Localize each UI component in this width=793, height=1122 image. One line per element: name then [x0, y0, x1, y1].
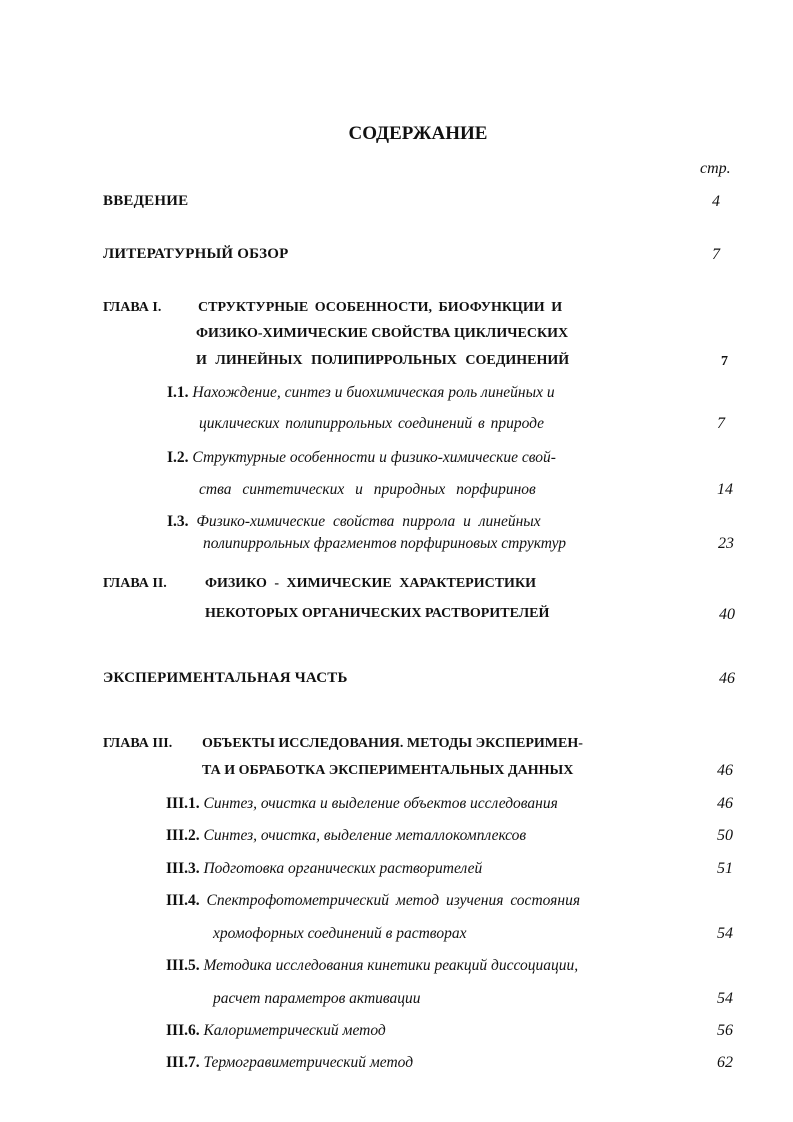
toc-item-1-2-line2[interactable]: ства синтетических и природных порфиринов — [199, 481, 536, 498]
toc-item-1-1-page: 7 — [717, 415, 725, 432]
toc-item-3-1-page: 46 — [717, 795, 733, 812]
chapter-2-title-line1[interactable]: ФИЗИКО - ХИМИЧЕСКИЕ ХАРАКТЕРИСТИКИ — [205, 576, 536, 591]
toc-item-3-4[interactable]: III.4. Спектрофотометрический метод изучения состояния — [166, 892, 581, 909]
toc-item-3-5-page: 54 — [717, 990, 733, 1007]
toc-item-3-6[interactable]: III.6. Калориметрический метод — [166, 1022, 386, 1039]
chapter-3-title-line1[interactable]: ОБЪЕКТЫ ИССЛЕДОВАНИЯ. МЕТОДЫ ЭКСПЕРИМЕН- — [202, 736, 583, 751]
chapter-1-number: ГЛАВА I. — [103, 300, 162, 315]
toc-item-1-2[interactable]: I.2. Структурные особенности и физико-химические свой- — [167, 449, 556, 466]
toc-item-3-5-line2[interactable]: расчет параметров активации — [213, 990, 421, 1007]
toc-item-3-1[interactable]: III.1. Синтез, очистка и выделение объектов исследования — [166, 795, 558, 812]
chapter-1-page: 7 — [721, 354, 728, 369]
toc-intro-page: 4 — [712, 193, 720, 210]
chapter-1-title-line3[interactable]: И ЛИНЕЙНЫХ ПОЛИПИРРОЛЬНЫХ СОЕДИНЕНИЙ — [196, 353, 570, 368]
toc-item-3-3[interactable]: III.3. Подготовка органических растворителей — [166, 860, 483, 877]
toc-item-1-3-line2[interactable]: полипиррольных фрагментов порфириновых структур — [203, 535, 567, 552]
toc-item-3-2[interactable]: III.2. Синтез, очистка, выделение металлокомплексов — [166, 827, 527, 844]
toc-item-3-2-page: 50 — [717, 827, 733, 844]
page-column-label: стр. — [700, 160, 731, 177]
chapter-2-number: ГЛАВА II. — [103, 576, 167, 591]
chapter-1-title-line1[interactable]: СТРУКТУРНЫЕ ОСОБЕННОСТИ, БИОФУНКЦИИ И — [198, 300, 563, 315]
toc-item-3-7-page: 62 — [717, 1054, 733, 1071]
chapter-3-title-line2[interactable]: ТА И ОБРАБОТКА ЭКСПЕРИМЕНТАЛЬНЫХ ДАННЫХ — [202, 763, 574, 778]
chapter-2-title-line2[interactable]: НЕКОТОРЫХ ОРГАНИЧЕСКИХ РАСТВОРИТЕЛЕЙ — [205, 606, 550, 621]
toc-literature-review-page: 7 — [712, 246, 720, 263]
toc-item-3-6-page: 56 — [717, 1022, 733, 1039]
chapter-3-page: 46 — [717, 762, 733, 779]
page-title: СОДЕРЖАНИЕ — [348, 123, 488, 144]
toc-literature-review[interactable]: ЛИТЕРАТУРНЫЙ ОБЗОР — [103, 246, 289, 262]
toc-item-1-1-line2[interactable]: циклических полипиррольных соединений в природе — [199, 415, 545, 432]
toc-intro[interactable]: ВВЕДЕНИЕ — [103, 193, 189, 209]
toc-item-1-1[interactable]: I.1. Нахождение, синтез и биохимическая роль линейных и — [167, 384, 555, 401]
toc-item-1-3[interactable]: I.3. Физико-химические свойства пиррола и линейных — [167, 513, 541, 530]
toc-item-3-4-line2[interactable]: хромофорных соединений в растворах — [213, 925, 467, 942]
toc-item-1-3-page: 23 — [718, 535, 734, 552]
toc-item-3-7[interactable]: III.7. Термогравиметрический метод — [166, 1054, 414, 1071]
chapter-1-title-line2[interactable]: ФИЗИКО-ХИМИЧЕСКИЕ СВОЙСТВА ЦИКЛИЧЕСКИХ — [196, 326, 569, 341]
toc-item-3-4-page: 54 — [717, 925, 733, 942]
toc-item-1-2-page: 14 — [717, 481, 733, 498]
toc-experimental-part-page: 46 — [719, 670, 735, 687]
toc-item-3-3-page: 51 — [717, 860, 733, 877]
chapter-2-page: 40 — [719, 606, 735, 623]
toc-item-3-5[interactable]: III.5. Методика исследования кинетики реакций диссоциации, — [166, 957, 579, 974]
toc-experimental-part[interactable]: ЭКСПЕРИМЕНТАЛЬНАЯ ЧАСТЬ — [103, 670, 348, 686]
chapter-3-number: ГЛАВА III. — [103, 736, 173, 751]
